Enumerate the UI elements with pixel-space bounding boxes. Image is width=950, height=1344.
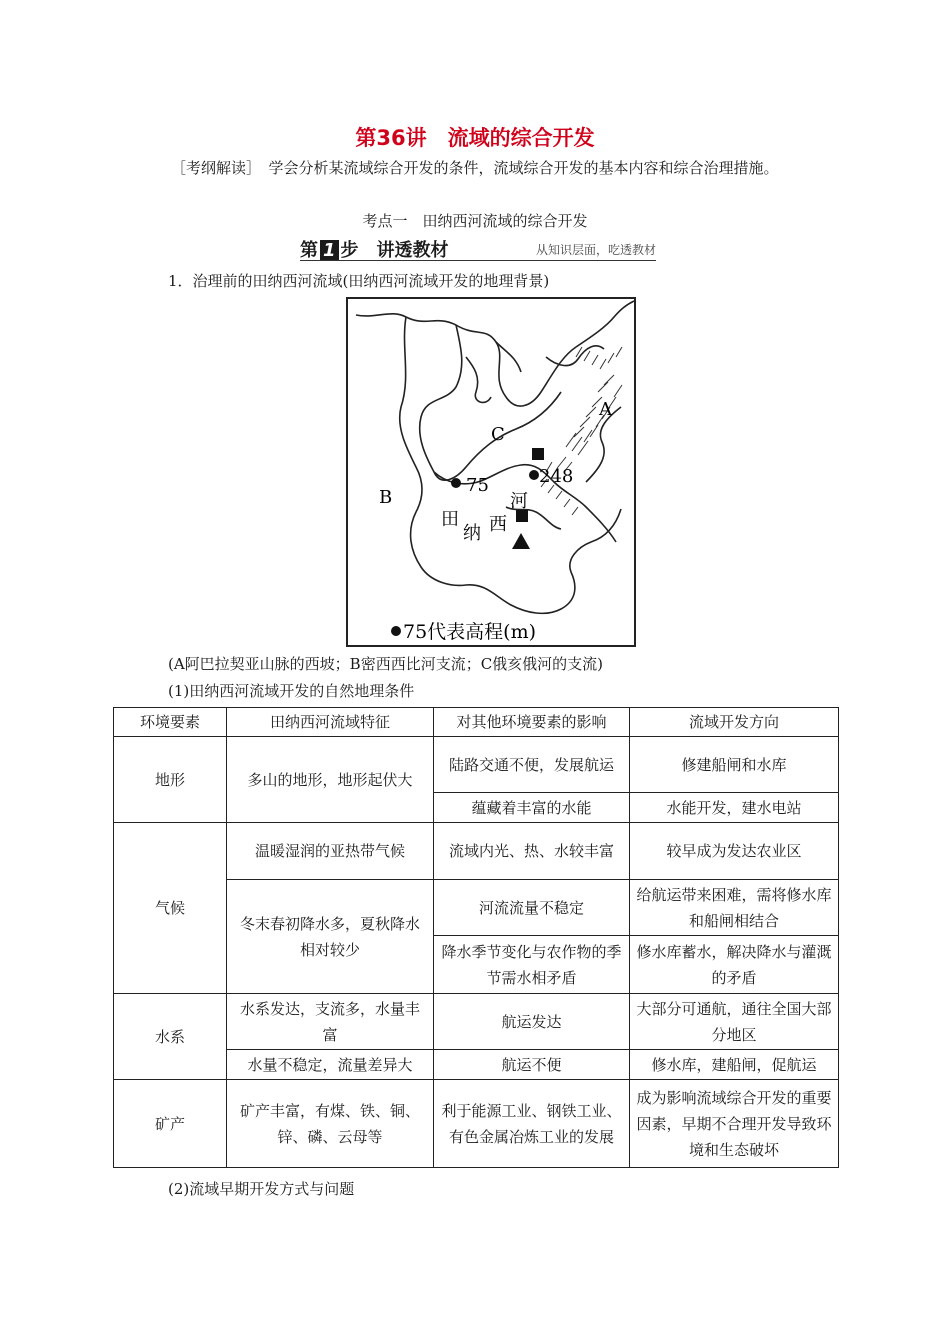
map-legend: 75代表高程(m) [403, 621, 537, 643]
climate-direction-1: 较早成为发达农业区 [630, 823, 839, 880]
table-row [114, 823, 839, 880]
terrain-effect-2: 蕴藏着丰富的水能 [434, 793, 630, 823]
header-cell: 田纳西河流域特征 [227, 708, 434, 737]
map-caption: (A阿巴拉契亚山脉的西坡；B密西西比河支流；C俄亥俄河的支流) [168, 655, 604, 673]
map-label-a: A [599, 399, 612, 420]
river-char-xi: 西 [489, 514, 507, 535]
subsection-1-heading: (1)田纳西河流域开发的自然地理条件 [168, 682, 415, 700]
climate-effect-3: 降水季节变化与农作物的季节需水相矛盾 [434, 936, 630, 994]
climate-effect-1: 流域内光、热、水较丰富 [434, 823, 630, 880]
elevation-label-248: 248 [539, 466, 574, 487]
legend-dot [391, 626, 401, 636]
minerals-effect: 利于能源工业、钢铁工业、有色金属冶炼工业的发展 [434, 1080, 630, 1168]
section-title: 考点一 田纳西河流域的综合开发 [362, 212, 588, 230]
river-char-na: 纳 [463, 523, 481, 544]
item-1-heading: 1．治理前的田纳西河流域(田纳西河流域开发的地理背景) [168, 272, 550, 290]
river-char-tian: 田 [441, 509, 459, 530]
banner-rule [300, 260, 656, 261]
banner-step-number: 1 [320, 240, 339, 261]
minerals-direction: 成为影响流域综合开发的重要因素，早期不合理开发导致环境和生态破坏 [630, 1080, 839, 1168]
terrain-direction-2: 水能开发，建水电站 [630, 793, 839, 823]
river-char-he: 河 [510, 491, 528, 512]
subsection-2-heading: (2)流域早期开发方式与问题 [168, 1180, 355, 1198]
climate-direction-2: 给航运带来困难，需将修水库和船闸相结合 [630, 880, 839, 936]
water-direction-2: 修水库，建船闸，促航运 [630, 1050, 839, 1080]
elevation-label-75: 75 [466, 475, 489, 496]
climate-feature-1: 温暖湿润的亚热带气候 [227, 823, 434, 880]
climate-direction-3: 修水库蓄水，解决降水与灌溉的矛盾 [630, 936, 839, 994]
conditions-table [113, 707, 839, 1168]
map-label-b: B [379, 487, 393, 508]
water-direction-1: 大部分可通航，通往全国大部分地区 [630, 994, 839, 1050]
elevation-point-248 [529, 470, 539, 480]
terrain-direction-1: 修建船闸和水库 [630, 737, 839, 793]
terrain-feature: 多山的地形，地形起伏大 [227, 737, 434, 823]
climate-feature-2: 冬末春初降水多，夏秋降水相对较少 [227, 880, 434, 994]
terrain-effect-1: 陆路交通不便，发展航运 [434, 737, 630, 793]
banner-prefix: 第 [300, 240, 318, 261]
syllabus-intro: ［考纲解读］ 学会分析某流域综合开发的条件，流域综合开发的基本内容和综合治理措施。 [171, 159, 779, 177]
step-banner [300, 236, 656, 262]
banner-subtitle: 从知识层面，吃透教材 [535, 243, 656, 257]
table-header-row [114, 708, 839, 737]
header-cell: 对其他环境要素的影响 [434, 708, 630, 737]
city-square-upper [532, 448, 544, 460]
tennessee-basin-map [346, 297, 636, 647]
factor-climate: 气候 [114, 823, 227, 994]
water-effect-2: 航运不便 [434, 1050, 630, 1080]
minerals-feature: 矿产丰富，有煤、铁、铜、锌、磷、云母等 [227, 1080, 434, 1168]
water-effect-1: 航运发达 [434, 994, 630, 1050]
elevation-point-75 [451, 478, 461, 488]
table-row [114, 737, 839, 793]
header-cell: 流域开发方向 [630, 708, 839, 737]
table-row [114, 994, 839, 1050]
banner-heading: 步 讲透教材 [340, 240, 449, 261]
map-frame [347, 298, 635, 646]
factor-minerals: 矿产 [114, 1080, 227, 1168]
climate-effect-2: 河流流量不稳定 [434, 880, 630, 936]
page-title: 第36讲 流域的综合开发 [355, 126, 595, 150]
water-feature-1: 水系发达，支流多，水量丰富 [227, 994, 434, 1050]
factor-terrain: 地形 [114, 737, 227, 823]
table-row [114, 1080, 839, 1168]
factor-water-system: 水系 [114, 994, 227, 1080]
water-feature-2: 水量不稳定，流量差异大 [227, 1050, 434, 1080]
header-cell: 环境要素 [114, 708, 227, 737]
map-label-c: C [491, 424, 505, 445]
